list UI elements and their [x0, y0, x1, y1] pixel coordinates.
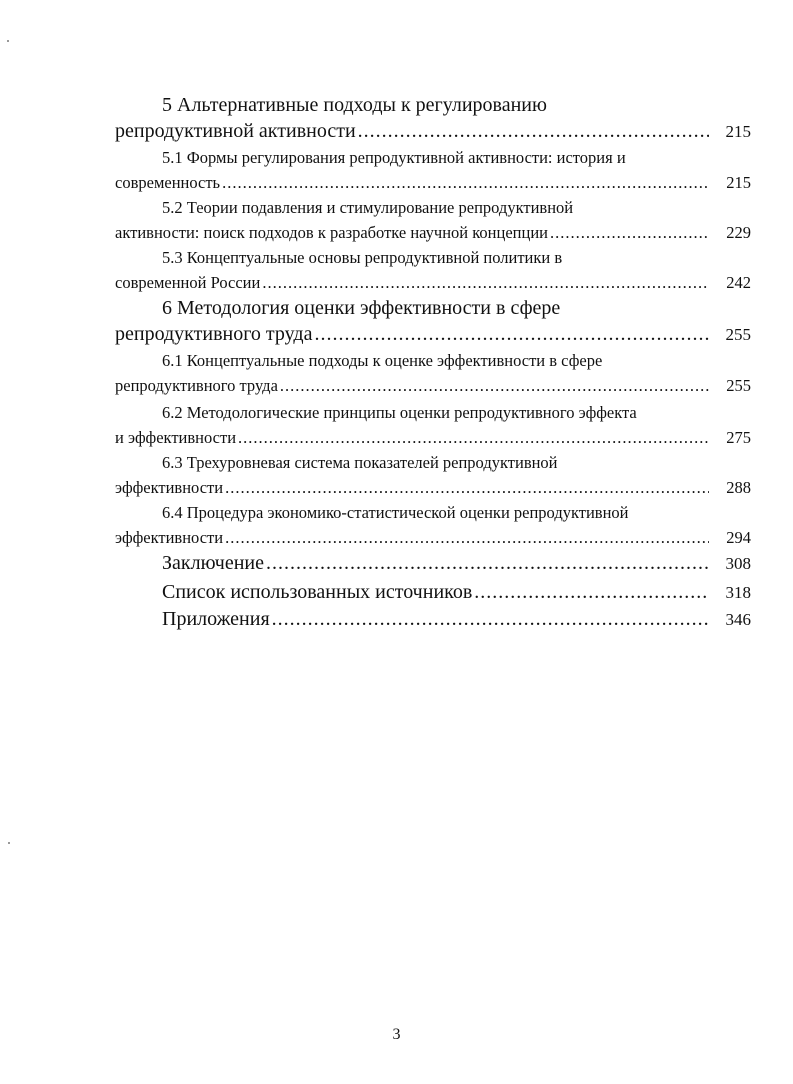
toc-entry-line: [115, 118, 751, 145]
toc-entry-chapter-6: [115, 295, 751, 348]
leader-dots: [272, 606, 709, 633]
leader-dots: [238, 425, 709, 450]
leader-dots: [262, 270, 709, 295]
toc-entry-title: 6.3 Трехуровневая система показателей репродуктивной: [162, 453, 558, 472]
toc-entry-title: 6.1 Концептуальные подходы к оценке эффективности в сфере: [162, 351, 603, 370]
toc-page-number: 346: [725, 610, 751, 629]
toc-entry-line: [115, 550, 751, 577]
toc-entry-line: [115, 525, 751, 550]
toc-page-number: 215: [726, 173, 751, 192]
toc-page-number: 318: [725, 583, 751, 602]
toc-entry-section-6-2: [115, 400, 751, 450]
toc-page-number: 229: [726, 223, 751, 242]
toc-entry-title: 5.3 Концептуальные основы репродуктивной политики в: [162, 248, 563, 267]
leader-dots: [314, 321, 709, 347]
toc-page-number: 242: [726, 273, 751, 292]
leader-dots: [225, 525, 709, 550]
toc-page-number: 255: [725, 325, 751, 344]
toc-entry-title: Заключение: [162, 552, 264, 574]
toc-entry-line: [115, 270, 751, 295]
toc-entry-title: 6.4 Процедура экономико-статистической оценки репродуктивной: [162, 503, 629, 522]
toc-entry-title-cont: современность: [115, 173, 221, 192]
table-of-contents: [115, 90, 751, 633]
toc-entry-line: [115, 606, 751, 633]
toc-entry-line: [115, 170, 751, 195]
toc-entry-title-cont: современной России: [115, 273, 261, 292]
leader-dots: [550, 220, 709, 245]
page-number: 3: [392, 1026, 401, 1043]
toc-page-number: 255: [726, 376, 751, 395]
toc-page-number: 288: [726, 478, 751, 497]
toc-entry-title-cont: репродуктивной активности: [115, 120, 356, 142]
leader-dots: [222, 170, 709, 195]
toc-entry-title: 5.1 Формы регулирования репродуктивной активности: история и: [162, 148, 626, 167]
toc-entry-line: [115, 321, 751, 348]
toc-entry-title-cont: репродуктивного труда: [115, 376, 278, 395]
toc-entry-section-6-3: [115, 450, 751, 500]
toc-entry-line: [115, 425, 751, 450]
leader-dots: [225, 475, 709, 500]
toc-entry-title: 6.2 Методологические принципы оценки репродуктивного эффекта: [162, 403, 637, 422]
toc-page-number: 275: [726, 428, 751, 447]
toc-entry-section-5-3: [115, 245, 751, 295]
toc-entry-title: Приложения: [162, 608, 270, 630]
toc-entry-references: [115, 579, 751, 606]
toc-entry-line: [115, 373, 751, 398]
toc-entry-title: 5 Альтернативные подходы к регулированию: [162, 94, 547, 116]
toc-entry-line: [115, 579, 751, 606]
toc-entry-section-6-1: [115, 348, 751, 398]
scan-speck: [7, 40, 9, 42]
toc-entry-section-6-4: [115, 500, 751, 550]
toc-entry-conclusion: [115, 550, 751, 577]
toc-page-number: 294: [726, 528, 751, 547]
leader-dots: [474, 579, 709, 606]
toc-entry-title-cont: эффективности: [115, 478, 224, 497]
toc-entry-title-cont: и эффективности: [115, 428, 237, 447]
scan-speck: [8, 842, 10, 844]
toc-page-number: 308: [725, 554, 751, 573]
toc-entry-title-cont: эффективности: [115, 528, 224, 547]
toc-entry-chapter-5: [115, 92, 751, 145]
toc-page-number: 215: [725, 122, 751, 141]
toc-entry-title-cont: активности: поиск подходов к разработке научной концепции: [115, 223, 548, 242]
toc-entry-section-5-2: [115, 195, 751, 245]
toc-entry-line: [115, 220, 751, 245]
toc-entry-title: 5.2 Теории подавления и стимулирование репродуктивной: [162, 198, 574, 217]
leader-dots: [266, 550, 709, 577]
toc-entry-title-cont: репродуктивного труда: [115, 323, 313, 345]
leader-dots: [358, 118, 709, 144]
leader-dots: [280, 373, 709, 398]
toc-entry-section-5-1: [115, 145, 751, 195]
toc-entry-appendices: [115, 606, 751, 633]
toc-entry-title: 6 Методология оценки эффективности в сфере: [162, 297, 561, 319]
toc-entry-line: [115, 475, 751, 500]
toc-entry-title: Список использованных источников: [162, 581, 473, 603]
